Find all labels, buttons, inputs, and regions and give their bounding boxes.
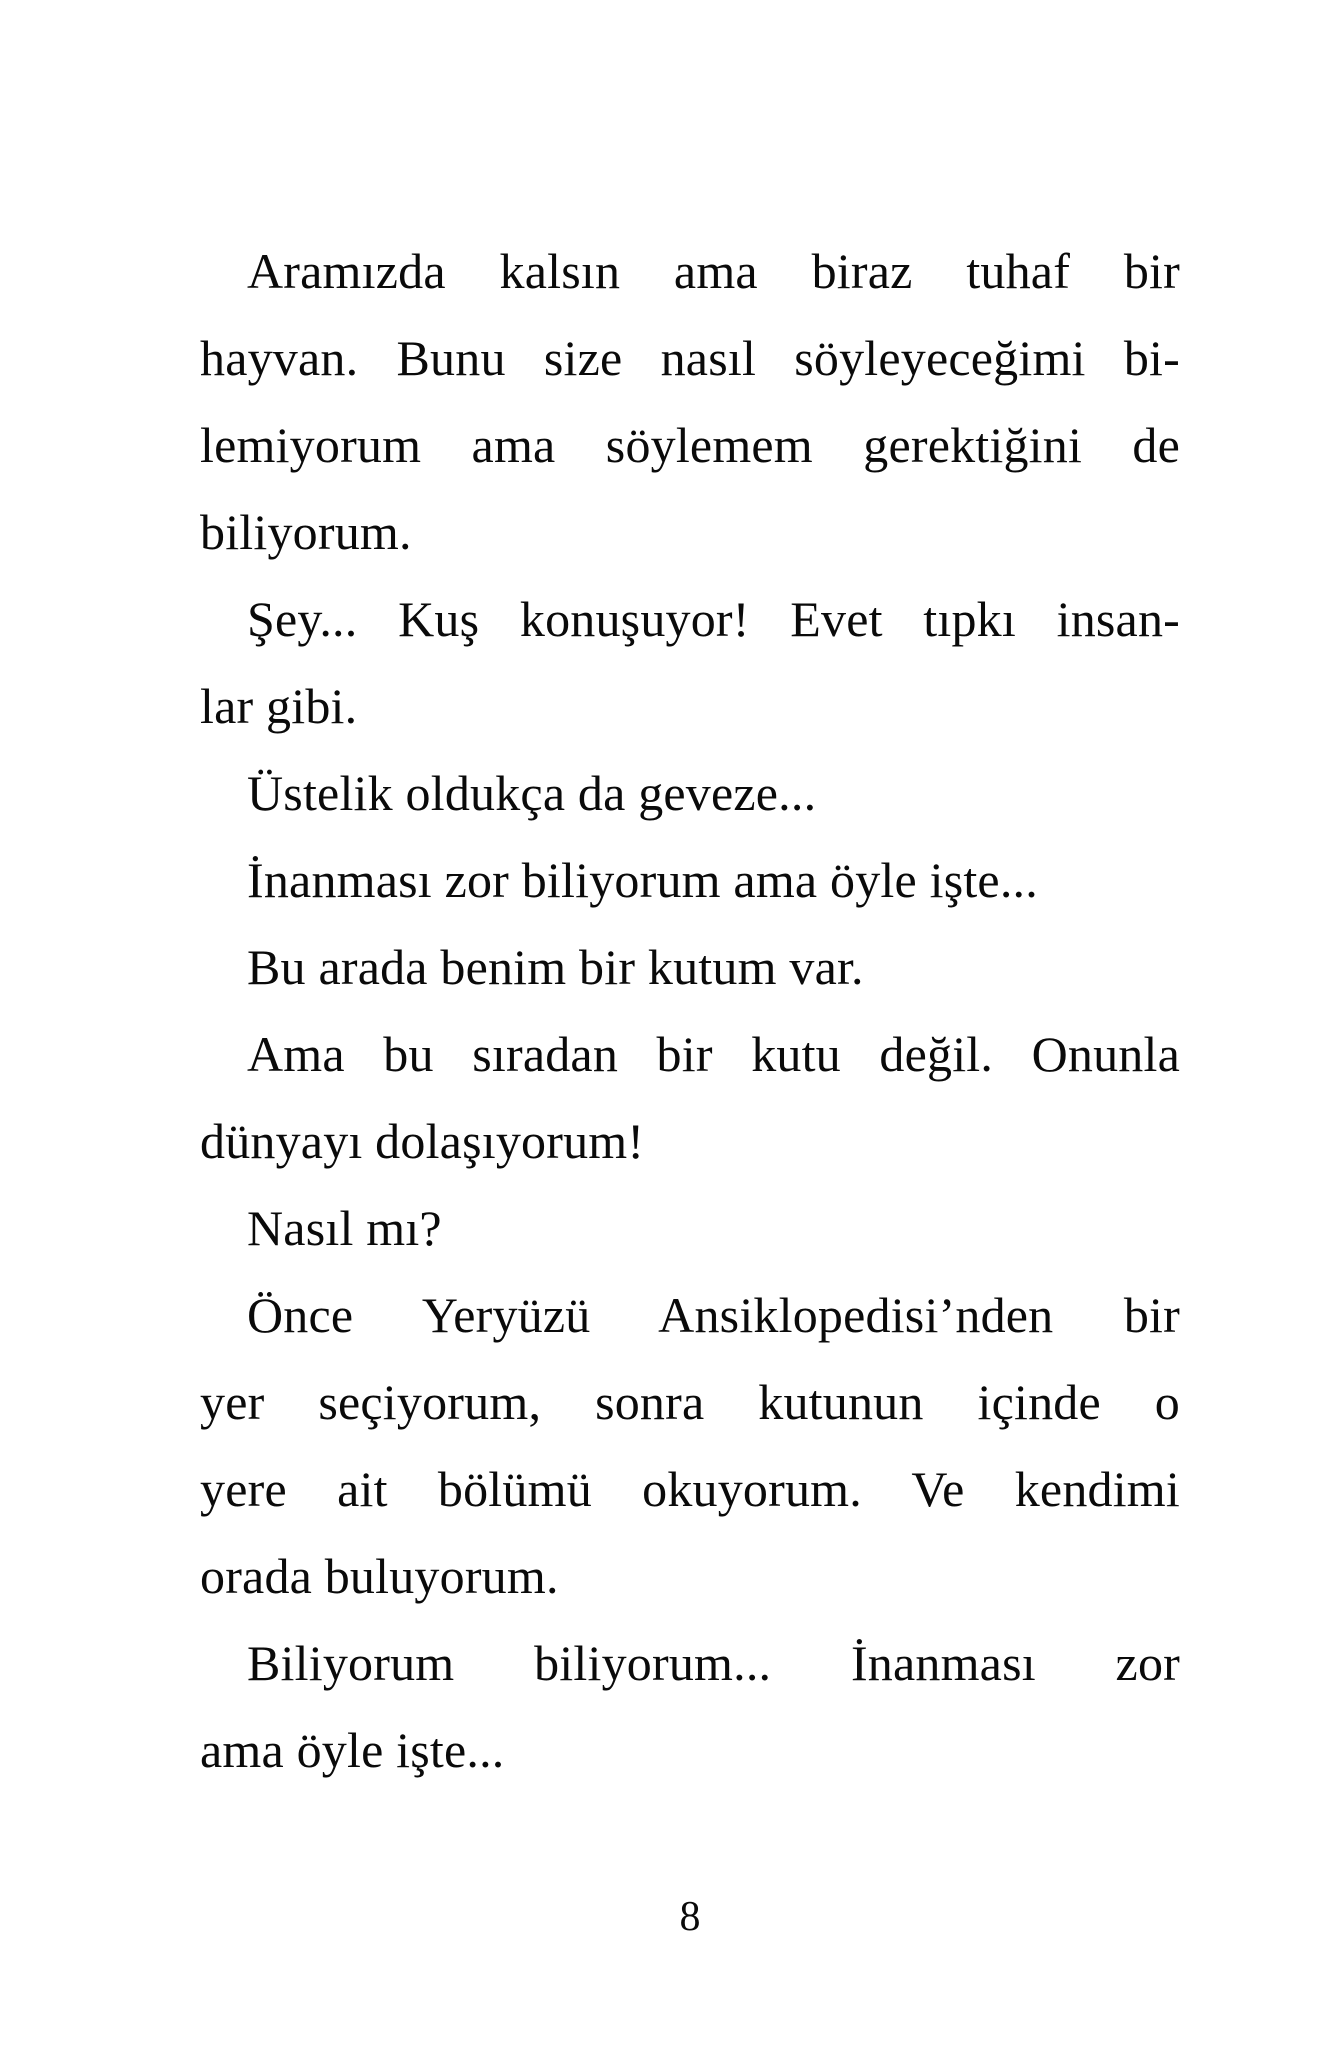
text-line-14: yer seçiyorum, sonra kutunun içinde o — [200, 1374, 1180, 1430]
text-line-13: Önce Yeryüzü Ansiklopedisi’nden bir — [247, 1287, 1180, 1343]
text-line-10: Ama bu sıradan bir kutu değil. Onunla — [247, 1026, 1180, 1082]
text-line-6: lar gibi. — [200, 678, 358, 734]
text-line-16: orada buluyorum. — [200, 1548, 559, 1604]
text-line-12: Nasıl mı? — [247, 1200, 442, 1256]
text-line-2: hayvan. Bunu size nasıl söyleyeceğimi bi- — [200, 330, 1180, 386]
text-line-8: İnanması zor biliyorum ama öyle işte... — [247, 852, 1038, 908]
text-line-9: Bu arada benim bir kutum var. — [247, 939, 864, 995]
text-line-4: biliyorum. — [200, 504, 412, 560]
text-line-1: Aramızda kalsın ama biraz tuhaf bir — [247, 243, 1180, 299]
text-line-3: lemiyorum ama söylemem gerektiğini de — [200, 417, 1180, 473]
text-line-18: ama öyle işte... — [200, 1722, 505, 1778]
page-number: 8 — [679, 1894, 701, 1940]
text-line-17: Biliyorum biliyorum... İnanması zor — [247, 1635, 1180, 1691]
text-line-11: dünyayı dolaşıyorum! — [200, 1113, 645, 1169]
page-text — [200, 228, 1180, 1794]
text-line-7: Üstelik oldukça da geveze... — [247, 765, 817, 821]
text-line-5: Şey... Kuş konuşuyor! Evet tıpkı insan- — [247, 591, 1180, 647]
text-line-15: yere ait bölümü okuyorum. Ve kendimi — [200, 1461, 1180, 1517]
